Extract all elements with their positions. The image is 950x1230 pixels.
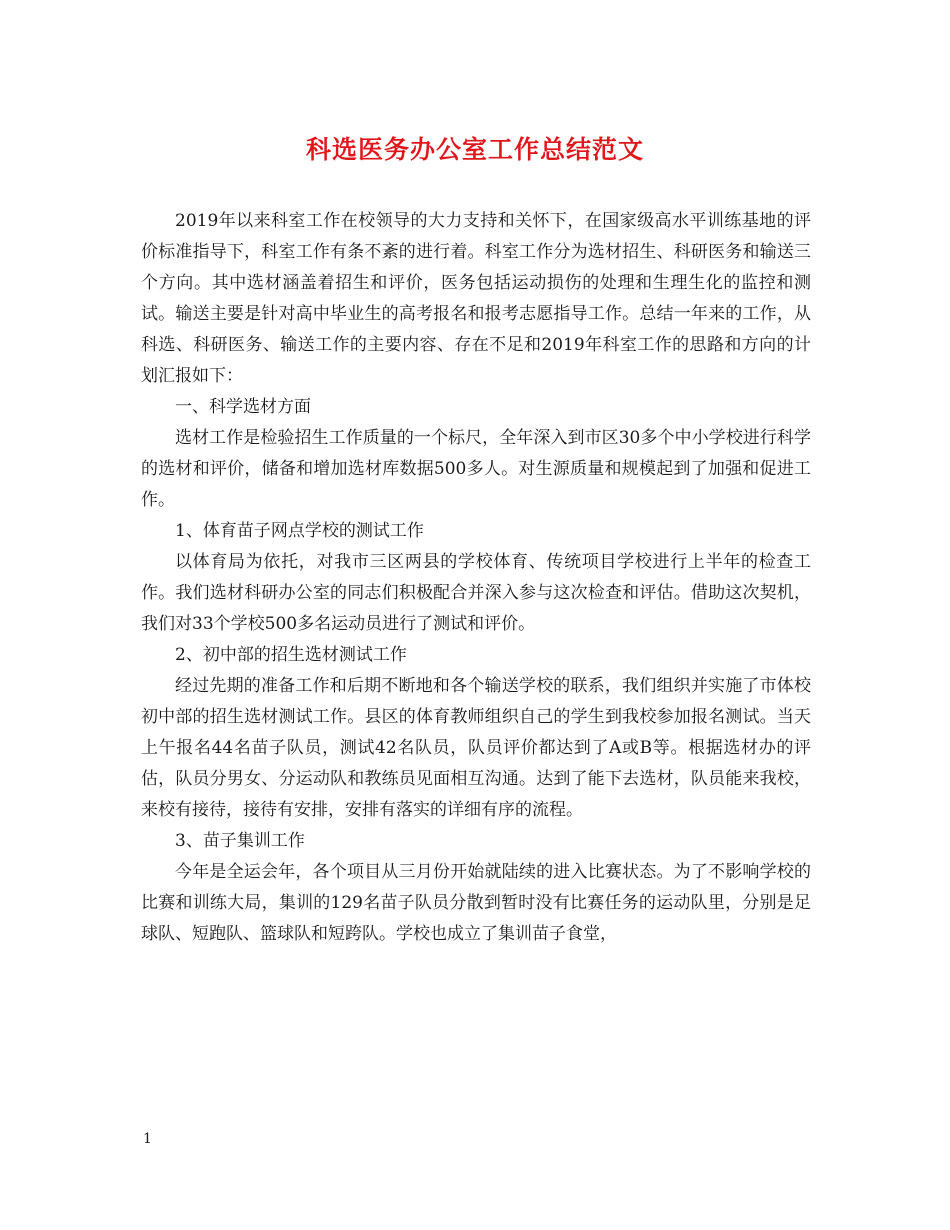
- subsection-heading-2: 2、初中部的招生选材测试工作: [175, 645, 407, 665]
- subsection-heading-3: 3、苗子集训工作: [175, 831, 305, 851]
- section-heading-1: 一、科学选材方面: [175, 397, 311, 417]
- document-body: [141, 206, 811, 950]
- paragraph-selection: 选材工作是检验招生工作质量的一个标尺，全年深入到市区30多个中小学校进行科学的选材和评价，储备和增加选材库数据500多人。对生源质量和规模起到了加强和促进工作。: [141, 428, 811, 510]
- paragraph-network-schools: 以体育局为依托，对我市三区两县的学校体育、传统项目学校进行上半年的检查工作。我们选材科研办公室的同志们积极配合并深入参与这次检查和评估。借助这次契机，我们对33个学校500多名运动员进行了测试和评价。: [141, 552, 811, 634]
- paragraph-intro: 2019年以来科室工作在校领导的大力支持和关怀下，在国家级高水平训练基地的评价标准指导下，科室工作有条不紊的进行着。科室工作分为选材招生、科研医务和输送三个方向。其中选材涵盖着招生和评价，医务包括运动损伤的处理和生理生化的监控和测试。输送主要是针对高中毕业生的高考报名和报考志愿指导工作。总结一年来的工作，从科选、科研医务、输送工作的主要内容、存在不足和2019年科室工作的思路和方向的计划汇报如下：: [141, 211, 811, 386]
- paragraph-junior-recruitment: 经过先期的准备工作和后期不断地和各个输送学校的联系，我们组织并实施了市体校初中部的招生选材测试工作。县区的体育教师组织自己的学生到我校参加报名测试。当天上午报名44名苗子队员，测试42名队员，队员评价都达到了A或B等。根据选材办的评估，队员分男女、分运动队和教练员见面相互沟通。达到了能下去选材，队员能来我校，来校有接待，接待有安排，安排有落实的详细有序的流程。: [141, 676, 811, 820]
- page-title: 科选医务办公室工作总结范文: [305, 135, 644, 164]
- paragraph-training-camp: 今年是全运会年，各个项目从三月份开始就陆续的进入比赛状态。为了不影响学校的比赛和训练大局，集训的129名苗子队员分散到暂时没有比赛任务的运动队里，分别是足球队、短跑队、篮球队和短跨队。学校也成立了集训苗子食堂，: [141, 862, 811, 944]
- page-number: 1: [143, 1131, 152, 1147]
- subsection-heading-1: 1、体育苗子网点学校的测试工作: [175, 521, 424, 541]
